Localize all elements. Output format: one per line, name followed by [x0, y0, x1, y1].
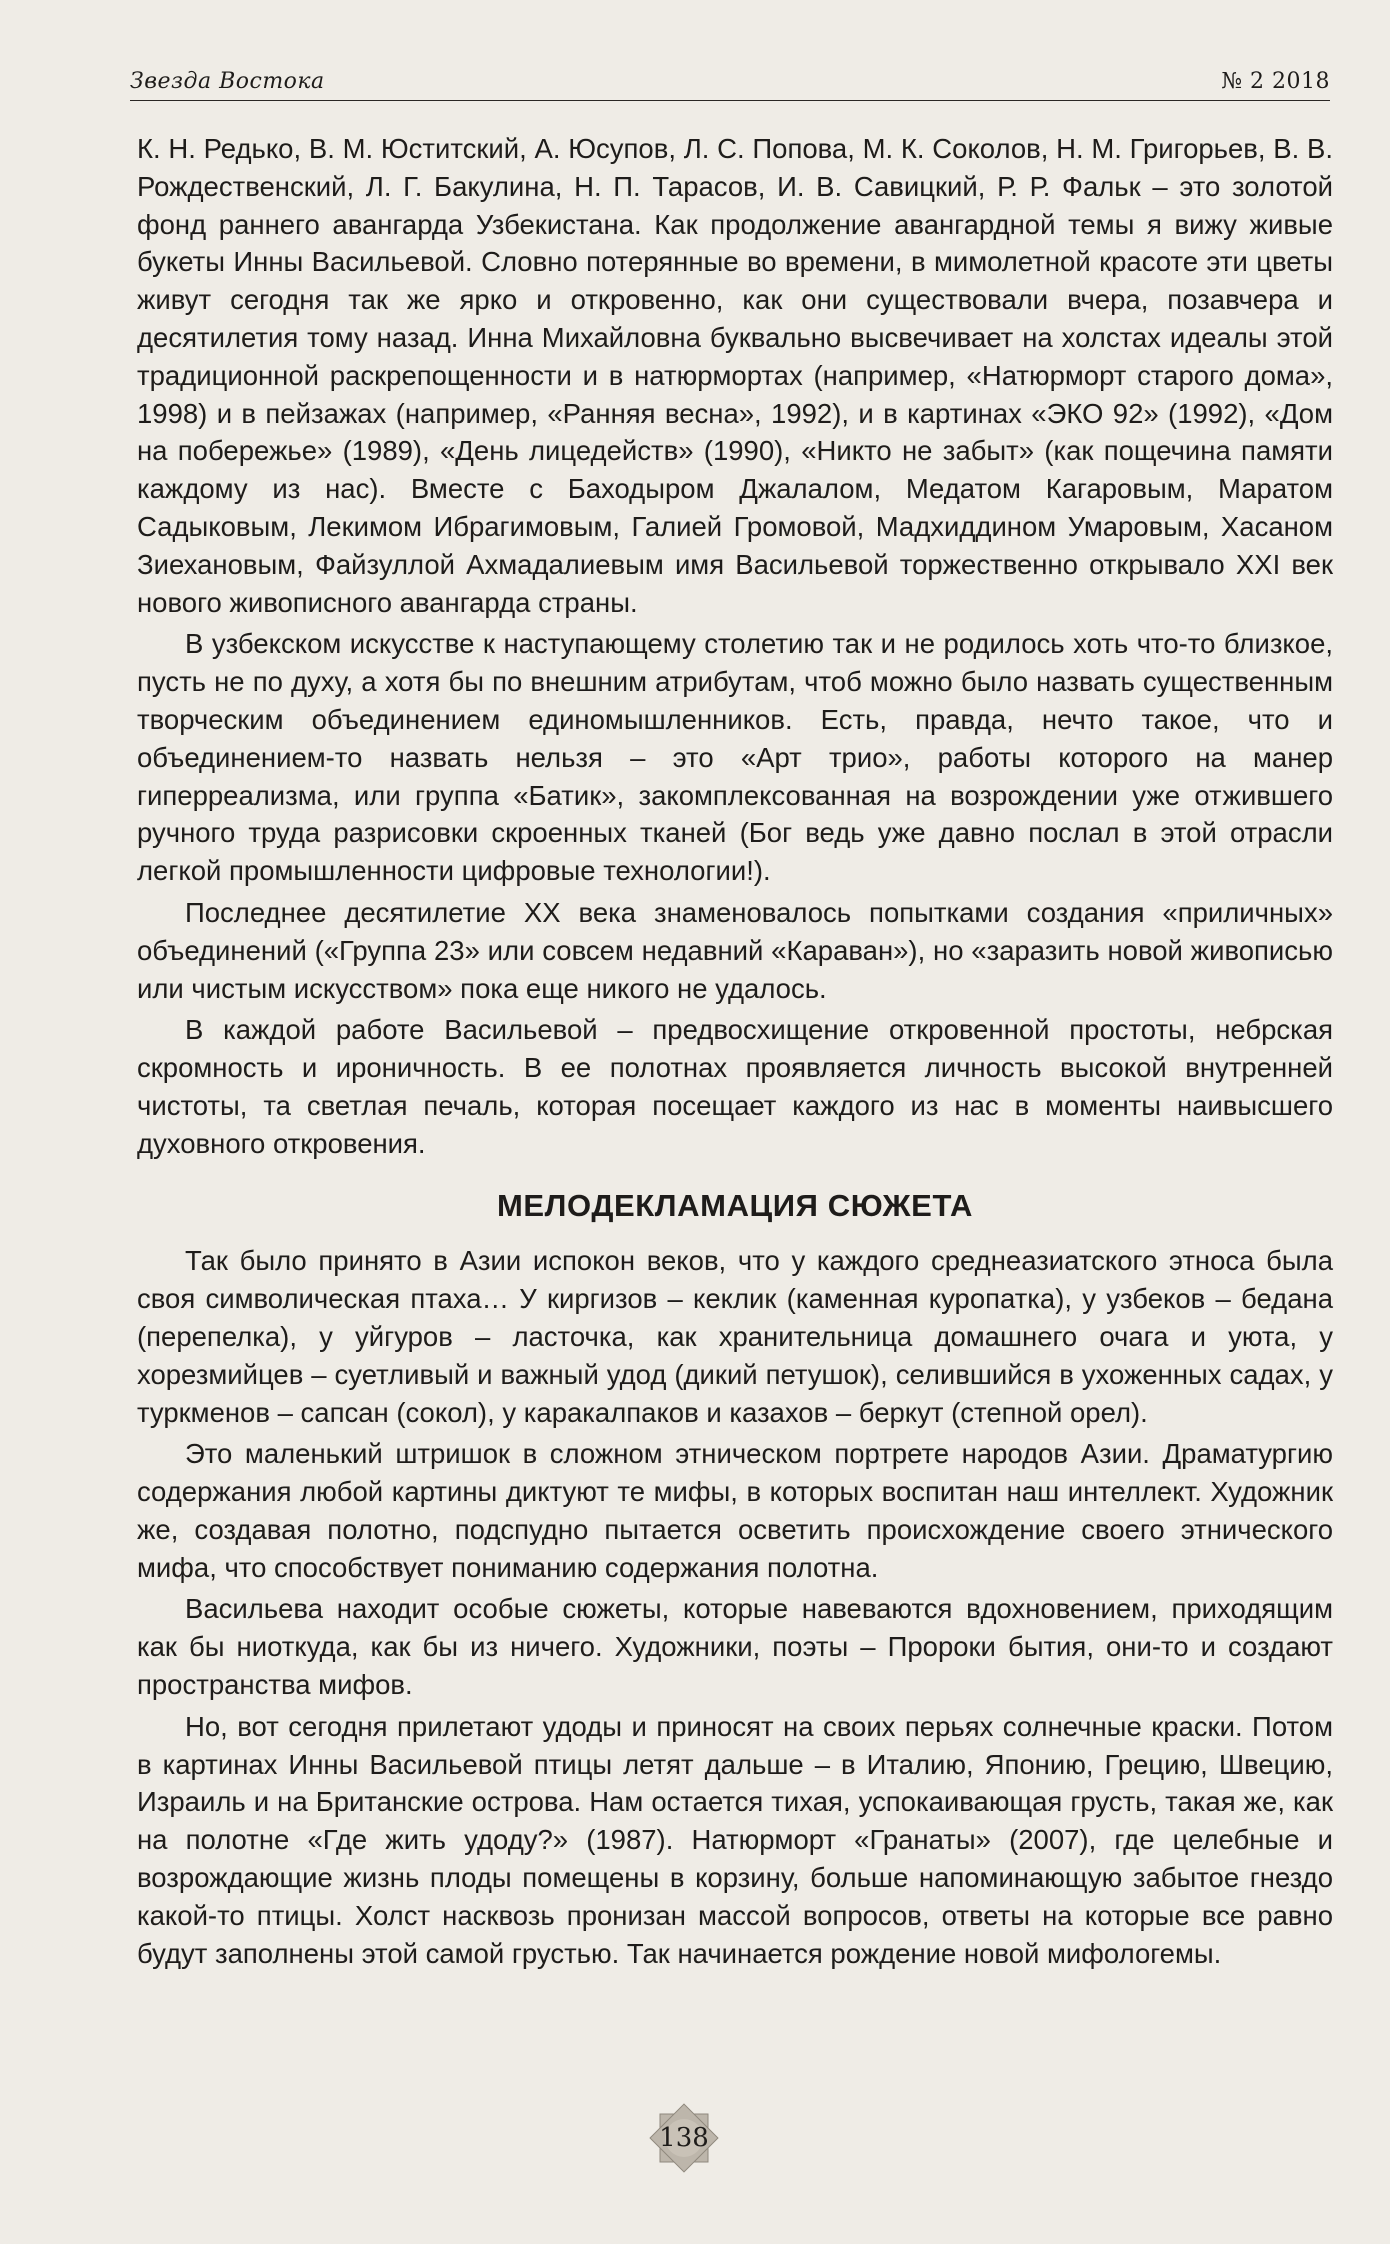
paragraph: В узбекском искусстве к наступающему столетию так и не родилось хоть что-то близкое, пусть не по духу, а хотя бы по внешним атрибутам, чтоб можно было назвать существенным творческим объединением единомышленников. Есть, правда, нечто такое, что и объединением-то назвать нельзя – это «Арт трио», работы которого на манер гиперреализма, или группа «Батик», закомплексованная на возрождении уже отжившего ручного труда разрисовки скроенных тканей (Бог ведь уже давно послал в этой отрасли легкой промышленности цифровые технологии!). — [137, 628, 1333, 887]
section-heading: МЕЛОДЕКЛАМАЦИЯ СЮЖЕТА — [496, 1187, 974, 1223]
page-number: 138 — [659, 2123, 709, 2153]
page-number-badge — [648, 2102, 720, 2174]
article-body — [137, 130, 1333, 1972]
running-head — [130, 60, 1330, 101]
paragraph: Последнее десятилетие XX века знаменовалось попытками создания «приличных» объединений («Группа 23» или совсем недавний «Караван»), но «заразить новой живописью или чистым искусством» пока еще никого не удалось. — [137, 896, 1333, 1004]
paragraph: К. Н. Редько, В. М. Юститский, А. Юсупов, Л. С. Попова, М. К. Соколов, Н. М. Григорьев, В. В. Рождественский, Л. Г. Бакулина, Н. П. Тарасов, И. В. Савицкий, Р. Р. Фальк – это золотой фонд раннего авангарда Узбекистана. Как продолжение авангардной темы я вижу живые букеты Инны Васильевой. Словно потерянные во времени, в мимолетной красоте эти цветы живут сегодня так же ярко и откровенно, как они существовали вчера, позавчера и десятилетия тому назад. Инна Михайловна буквально высвечивает на холстах идеалы этой традиционной раскрепощенности и в натюрмортах (например, «Натюрморт старого дома», 1998) и в пейзажах (например, «Ранняя весна», 1992), и в картинах «ЭКО 92» (1992), «Дом на побережье» (1989), «День лицедейств» (1990), «Никто не забыт» (как пощечина памяти каждому из нас). Вместе с Баходыром Джалалом, Медатом Кагаровым, Маратом Садыковым, Лекимом Ибрагимовым, Галией Громовой, Мадхиддином Умаровым, Хасаном Зиехановым, Файзуллой Ахмадалиевым имя Васильевой торжественно открывало XXI век нового живописного авангарда страны. — [137, 133, 1333, 618]
paragraph: Но, вот сегодня прилетают удоды и приносят на своих перьях солнечные краски. Потом в картинах Инны Васильевой птицы летят дальше – в Италию, Японию, Грецию, Швецию, Израиль и на Британские острова. Нам остается тихая, успокаивающая грусть, такая же, как на полотне «Где жить удоду?» (1987). Натюрморт «Гранаты» (2007), где целебные и возрождающие жизнь плоды помещены в корзину, больше напоминающую забытое гнездо какой-то птицы. Холст насквозь пронизан массой вопросов, ответы на которые все равно будут заполнены этой самой грустью. Так начинается рождение новой мифологемы. — [137, 1710, 1333, 1969]
issue-number: № 2 2018 — [1221, 69, 1330, 94]
paragraph: Это маленький штришок в сложном этническом портрете народов Азии. Драматургию содержания любой картины диктуют те мифы, в которых воспитан наш интеллект. Художник же, создавая полотно, подспудно пытается осветить происхождение своего этнического мифа, что способствует пониманию содержания полотна. — [137, 1438, 1333, 1583]
journal-title: Звезда Востока — [130, 69, 325, 94]
paragraph: Так было принято в Азии испокон веков, что у каждого среднеазиатского этноса была своя символическая птаха… У киргизов – кеклик (каменная куропатка), у узбеков – бедана (перепелка), у уйгуров – ласточка, как хранительница домашнего очага и уюта, у хорезмийцев – суетливый и важный удод (дикий петушок), селившийся в ухоженных садах, у туркменов – сапсан (сокол), у каракалпаков и казахов – беркут (степной орел). — [137, 1245, 1333, 1428]
paragraph: В каждой работе Васильевой – предвосхищение откровенной простоты, небрская скромность и ироничность. В ее полотнах проявляется личность высокой внутренней чистоты, та светлая печаль, которая посещает каждого из нас в моменты наивысшего духовного откровения. — [137, 1014, 1333, 1159]
paragraph: Васильева находит особые сюжеты, которые навеваются вдохновением, приходящим как бы ниоткуда, как бы из ничего. Художники, поэты – Пророки бытия, они-то и создают пространства мифов. — [137, 1593, 1333, 1701]
